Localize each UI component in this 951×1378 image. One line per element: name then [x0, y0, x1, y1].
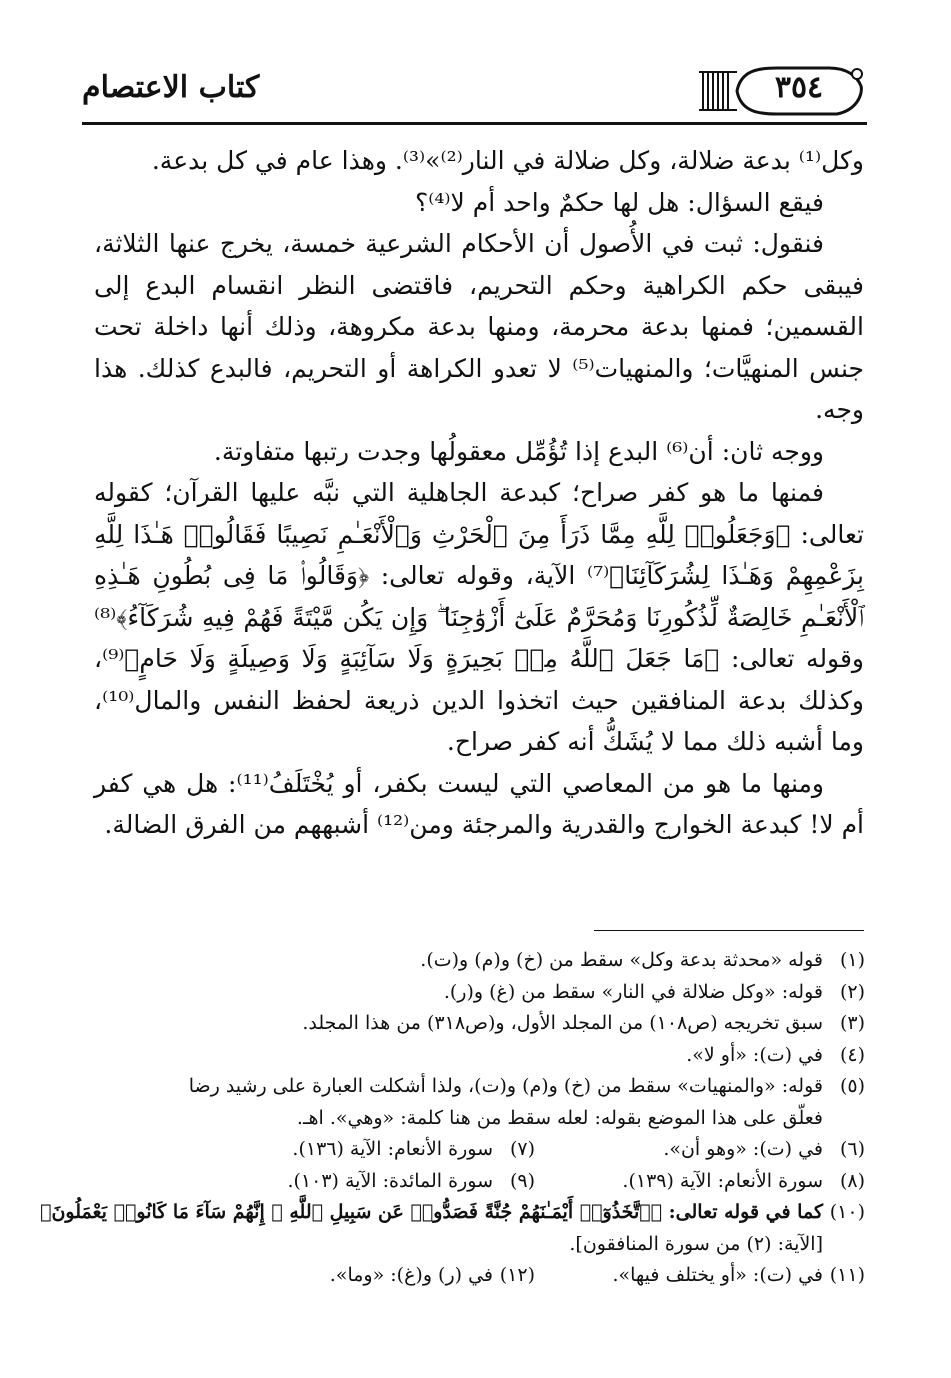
footnote-pair — [80, 1260, 865, 1292]
page-header — [82, 60, 867, 130]
footnote-item — [205, 1260, 535, 1292]
footnote-item — [80, 1071, 865, 1103]
paragraph: فمنها ما هو كفر صراح؛ كبدعة الجاهلية التي نبَّه عليها القرآن؛ كقوله تعالى: ﴿وَجَعَلُوا۟ لِلَّهِ مِمَّا ذَرَأَ مِنَ ٱلْحَرْثِ وَٱلْأَنْعَـٰمِ نَصِيبًا فَقَالُوا۟ هَـٰذَا لِلَّهِ بِزَعْمِهِمْ وَهَـٰذَا لِشُرَكَآئِنَا﴾⁽⁷⁾ الآية، وقوله تعالى: ﴿وَقَالُوا۟ مَا فِى بُطُونِ هَـٰذِهِ ٱلْأَنْعَـٰمِ خَالِصَةٌ لِّذُكُورِنَا وَمُحَرَّمٌ عَلَىٰٓ أَزْوَٰجِنَا ۖ وَإِن يَكُن مَّيْتَةً فَهُمْ فِيهِ شُرَكَآءُ﴾⁽⁸⁾ وقوله تعالى: ﴿مَا جَعَلَ ٱللَّهُ مِنۢ بَحِيرَةٍ وَلَا سَآئِبَةٍ وَلَا وَصِيلَةٍ وَلَا حَامٍ﴾⁽⁹⁾، وكذلك بدعة المنافقين حيث اتخذوا الدين ذريعة لحفظ النفس والمال⁽¹⁰⁾، وما أشبه ذلك مما لا يُشَكُّ أنه كفر صراح. — [94, 478, 864, 756]
footnote-continuation: [الآية: (٢) من سورة المنافقون]. — [569, 1232, 823, 1255]
footnote-number: (٤) — [839, 1043, 865, 1066]
footnote-item — [80, 1040, 865, 1072]
footnote-text: في (ت): «أو يختلف فيها». — [612, 1264, 823, 1286]
footnote-text: سورة الأنعام: الآية (١٣٦). — [292, 1138, 493, 1160]
footnote-number: (١٠) — [829, 1201, 865, 1223]
footnote-item — [205, 1166, 535, 1198]
footnotes — [40, 945, 865, 1292]
footnote-text: كما في قوله تعالى: ﴿ٱتَّخَذُوٓا۟ أَيْمَـٰنَهُمْ جُنَّةً فَصَدُّوا۟ عَن سَبِيلِ ٱللَّهِ ۚ إِنَّهُمْ سَآءَ مَا كَانُوا۟ يَعْمَلُونَ﴾ — [40, 1201, 823, 1223]
page-number: ٣٥٤ — [774, 70, 824, 105]
footnote-item — [535, 1260, 865, 1292]
footnote-number: (٥) — [839, 1075, 865, 1097]
paragraph: ووجه ثان: أن⁽⁶⁾ البدع إذا تُؤُمِّل معقولُها وجدت رتبها متفاوتة. — [213, 436, 824, 466]
footnote-item — [535, 1166, 865, 1198]
footnote-text: سورة الأنعام: الآية (١٣٩). — [622, 1169, 823, 1192]
footnote-continuation: فعلّق على هذا الموضع بقوله: لعله سقط من هنا كلمة: «وهي». اهـ. — [296, 1106, 823, 1129]
footnote-number: (٩) — [509, 1169, 535, 1192]
footnote-pair — [80, 1134, 865, 1166]
book-title: كتاب الاعتصام — [82, 70, 260, 105]
footnote-number: (١١) — [829, 1264, 865, 1286]
footnote-text: قوله «محدثة بدعة وكل» سقط من (خ) و(م) و(ت). — [420, 949, 823, 971]
footnote-number: (٧) — [509, 1138, 535, 1160]
footnote-text: سبق تخريجه (ص١٠٨) من المجلد الأول، و(ص٣١٨) من هذا المجلد. — [302, 1012, 823, 1034]
footnote-text: قوله: «وكل ضلالة في النار» سقط من (غ) و(ر). — [443, 980, 823, 1003]
footnote-text: في (ت): «وهو أن». — [663, 1138, 823, 1160]
footnote-item — [80, 945, 865, 977]
footnote-text: في (ر) و(غ): «وما». — [329, 1264, 493, 1286]
footnote-number: (١) — [839, 949, 865, 971]
page-number-badge — [697, 64, 867, 118]
paragraph: وكل⁽¹⁾ بدعة ضلالة، وكل ضلالة في النار⁽²⁾»⁽³⁾. وهذا عام في كل بدعة. — [151, 146, 864, 175]
footnote-number: (٦) — [839, 1138, 865, 1160]
main-text — [94, 140, 864, 846]
footnote-item — [40, 1197, 865, 1229]
paragraph: فنقول: ثبت في الأُصول أن الأحكام الشرعية خمسة، يخرج عنها الثلاثة، فيبقى حكم الكراهية وحكم التحريم، فاقتضى النظر انقسام البدع إلى القسمين؛ فمنها بدعة محرمة، ومنها بدعة مكروهة، وذلك أنها داخلة تحت جنس المنهيَّات؛ والمنهيات⁽⁵⁾ لا تعدو الكراهة أو التحريم، فالبدع كذلك. هذا وجه. — [94, 229, 864, 424]
paragraph: فيقع السؤال: هل لها حكمٌ واحد أم لا⁽⁴⁾؟ — [414, 187, 824, 217]
footnote-number: (٨) — [839, 1169, 865, 1192]
footnote-item — [205, 1134, 535, 1166]
footnote-item — [80, 1008, 865, 1040]
footnote-pair — [80, 1166, 865, 1198]
footnote-text: في (ت): «أو لا». — [686, 1043, 823, 1066]
footnote-number: (٢) — [839, 980, 865, 1003]
header-rule — [82, 122, 867, 125]
footnote-item — [80, 977, 865, 1009]
footnote-number: (٣) — [839, 1012, 865, 1034]
footnote-text: سورة المائدة: الآية (١٠٣). — [287, 1169, 493, 1192]
footnote-separator — [594, 930, 864, 931]
footnote-item — [535, 1134, 865, 1166]
footnote-text: قوله: «والمنهيات» سقط من (خ) و(م) و(ت)، ولذا أشكلت العبارة على رشيد رضا — [188, 1075, 823, 1097]
paragraph: ومنها ما هو من المعاصي التي ليست بكفر، أو يُخْتَلَفُ⁽¹¹⁾: هل هي كفر أم لا! كبدعة الخوارج والقدرية والمرجئة ومن⁽¹²⁾ أشبههم من الفرق الضالة. — [94, 768, 864, 839]
footnote-number: (١٢) — [499, 1264, 535, 1286]
